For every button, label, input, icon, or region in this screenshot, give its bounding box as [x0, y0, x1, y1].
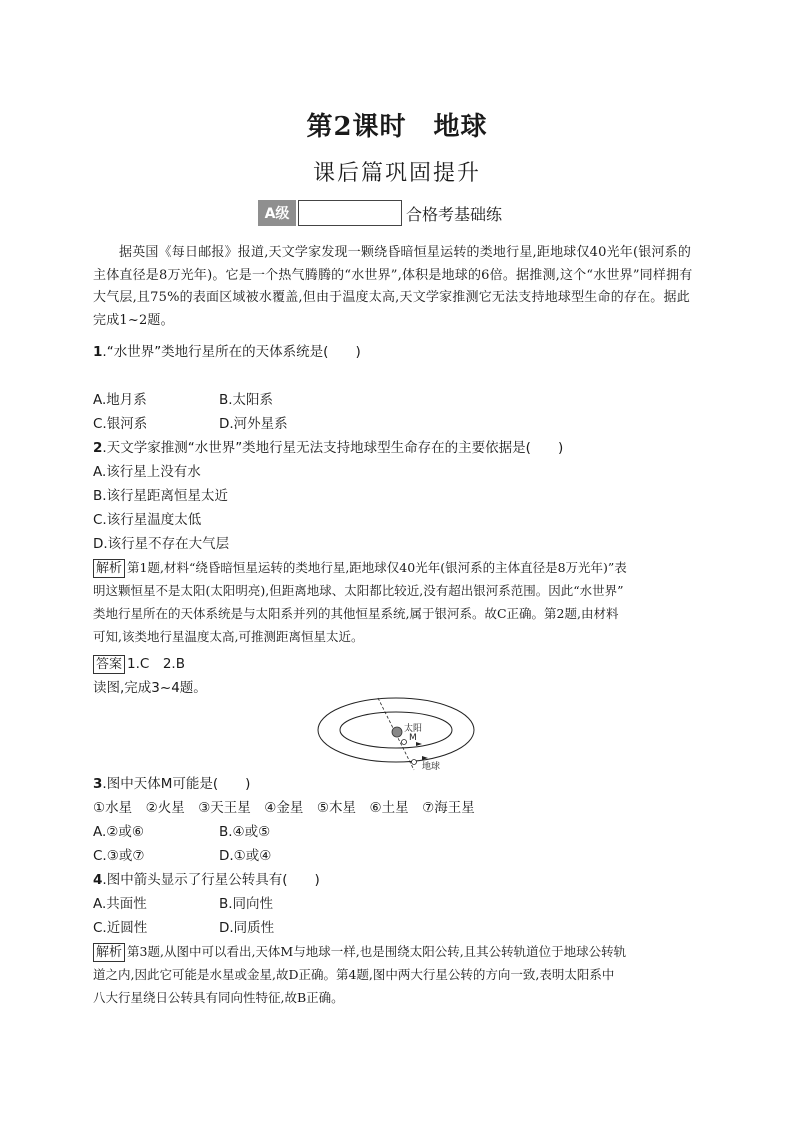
m-label: M: [409, 733, 417, 743]
explanation-2: [93, 940, 701, 1009]
option-q1-c: C.银河系: [93, 416, 148, 432]
question-number: 2: [93, 440, 103, 456]
option-q2-a: A.该行星上没有水: [93, 464, 201, 480]
answer-text: 1.C 2.B: [127, 656, 185, 672]
inner-orbit-arrow-icon: [416, 742, 422, 746]
explanation-line-3: 八大行星绕日公转具有同向性特征,故B正确。: [93, 990, 344, 1005]
question-number: 3: [93, 776, 103, 792]
question-4: [93, 868, 320, 888]
answer-1: [93, 652, 185, 674]
answer-tag: 答案: [93, 655, 125, 674]
question-1: [93, 340, 361, 360]
sun-icon: [392, 727, 402, 737]
option-q4-c: C.近圆性: [93, 920, 148, 936]
explanation-line-2: 明这颗恒星不是太阳(太阳明亮),但距离地球、太阳都比较近,没有超出银河系范围。因此“水世界”: [93, 583, 624, 598]
option-q2-c: C.该行星温度太低: [93, 512, 202, 528]
level-badge: A级: [258, 200, 296, 226]
section-subtitle: 课后篇巩固提升: [312, 161, 481, 186]
planet-m-icon: [402, 740, 407, 745]
option-q3-d: D.①或④: [219, 848, 272, 864]
instruction-2: 读图,完成3~4题。: [93, 680, 207, 696]
question-stem: .图中箭头显示了行星公转具有( ): [102, 872, 320, 888]
earth-label: 地球: [422, 762, 441, 772]
option-q3-a: A.②或⑥: [93, 824, 144, 840]
orbit-diagram: [316, 694, 476, 774]
earth-icon: [412, 760, 417, 765]
question-stem: .“水世界”类地行星所在的天体系统是( ): [102, 344, 361, 360]
option-q3-c: C.③或⑦: [93, 848, 145, 864]
question-2: [93, 436, 563, 456]
explanation-line-4: 可知,该类地行星温度太高,可推测距离恒星太近。: [93, 629, 364, 644]
option-q4-b: B.同向性: [219, 896, 274, 912]
level-blank-box: [298, 200, 402, 226]
question-number: 4: [93, 872, 103, 888]
option-q4-d: D.同质性: [219, 920, 275, 936]
page-title: 第2课时 地球: [306, 112, 488, 142]
level-name: 合格考基础练: [406, 204, 503, 224]
explanation-1: [93, 556, 701, 648]
option-q1-b: B.太阳系: [219, 392, 274, 408]
option-q1-d: D.河外星系: [219, 416, 288, 432]
option-q1-a: A.地月系: [93, 392, 147, 408]
explanation-line-1: 第1题,材料“绕昏暗恒星运转的类地行星,距地球仅40光年(银河系的主体直径是8万光年)”表: [127, 560, 627, 575]
question-stem: .天文学家推测“水世界”类地行星无法支持地球型生命存在的主要依据是( ): [102, 440, 564, 456]
option-q2-d: D.该行星不存在大气层: [93, 536, 230, 552]
option-q2-b: B.该行星距离恒星太近: [93, 488, 229, 504]
level-header: [258, 198, 502, 228]
option-q3-b: B.④或⑤: [219, 824, 271, 840]
explanation-tag: 解析: [93, 559, 125, 578]
passage-1: 据英国《每日邮报》报道,天文学家发现一颗绕昏暗恒星运转的类地行星,距地球仅40光年(银河系的主体直径是8万光年)。它是一个热气腾腾的“水世界”,体积是地球的6倍。据推测,这个“水世界”同样拥有大气层,且75%的表面区域被水覆盖,但由于温度太高,天文学家推测它无法支持地球型生命的存在。据此完成1~2题。: [93, 245, 693, 328]
sun-label: 太阳: [404, 724, 423, 734]
question-3-choices: ①水星 ②火星 ③天王星 ④金星 ⑤木星 ⑥土星 ⑦海王星: [93, 800, 475, 816]
explanation-tag: 解析: [93, 943, 125, 962]
question-stem: .图中天体M可能是( ): [102, 776, 251, 792]
explanation-line-2: 道之内,因此它可能是水星或金星,故D正确。第4题,图中两大行星公转的方向一致,表明太阳系中: [93, 967, 615, 982]
option-q4-a: A.共面性: [93, 896, 147, 912]
question-number: 1: [93, 344, 103, 360]
explanation-line-1: 第3题,从图中可以看出,天体M与地球一样,也是围绕太阳公转,且其公转轨道位于地球公转轨: [127, 944, 627, 959]
explanation-line-3: 类地行星所在的天体系统是与太阳系并列的其他恒星系统,属于银河系。故C正确。第2题,由材料: [93, 606, 619, 621]
question-3: [93, 772, 250, 792]
